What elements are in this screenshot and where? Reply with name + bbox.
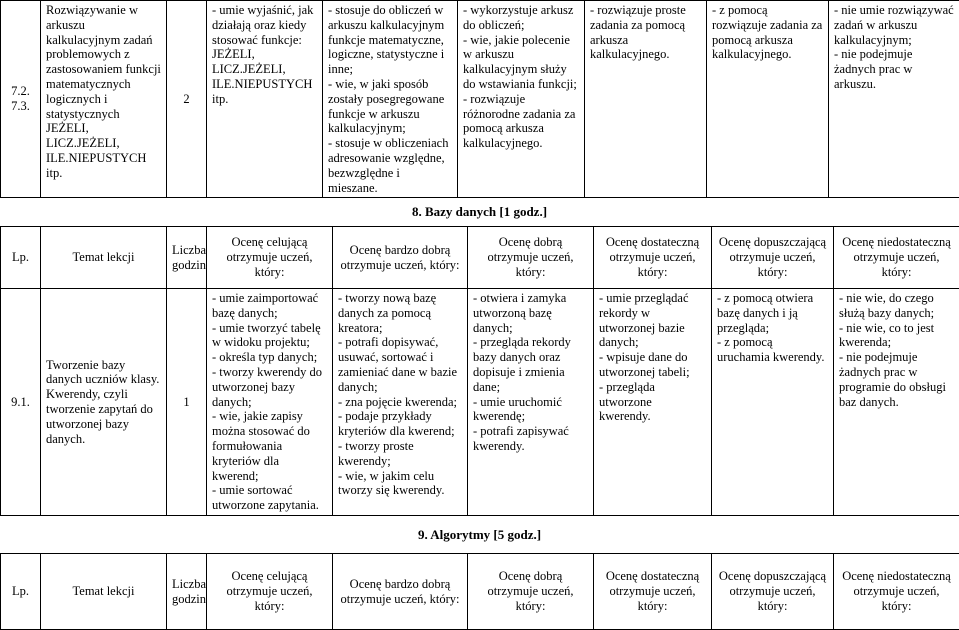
dostateczna-cell: - rozwiązuje proste zadania za pomocą arkusza kalkulacyjnego. <box>585 1 707 198</box>
header-hours: Liczba godzin <box>167 554 207 630</box>
dopuszczajaca-cell: - z pomocą otwiera bazę danych i ją przegląda; - z pomocą uruchamia kwerendy. <box>712 289 834 516</box>
header-celujaca: Ocenę celującą otrzymuje uczeń, który: <box>207 554 333 630</box>
header-topic: Temat lekcji <box>41 227 167 289</box>
celujaca-cell: - umie wyjaśnić, jak działają oraz kiedy stosować funkcje: JEŻELI, LICZ.JEŻELI, ILE.NIEPUSTYCH itp. <box>207 1 323 198</box>
header-hours: Liczba godzin <box>167 227 207 289</box>
dobra-cell: - otwiera i zamyka utworzoną bazę danych; - przegląda rekordy bazy danych oraz dopisuje i zmienia dane; - umie uruchomić kwerendę; - potrafi zapisywać kwerendy. <box>468 289 594 516</box>
niedostateczna-cell: - nie wie, do czego służą bazy danych; - nie wie, co to jest kwerenda; - nie podejmuje żadnych prac w programie do obsługi baz danych. <box>834 289 959 516</box>
lp-cell: 7.2. 7.3. <box>1 1 41 198</box>
header-dopuszczajaca: Ocenę dopuszczającą otrzymuje uczeń, który: <box>712 554 834 630</box>
header-bardzo-dobra: Ocenę bardzo dobrą otrzymuje uczeń, który: <box>333 227 468 289</box>
bazy-danych-table <box>0 226 959 516</box>
header-celujaca: Ocenę celującą otrzymuje uczeń, który: <box>207 227 333 289</box>
header-niedostateczna: Ocenę niedostateczną otrzymuje uczeń, który: <box>834 227 959 289</box>
header-dobra: Ocenę dobrą otrzymuje uczeń, który: <box>468 227 594 289</box>
header-topic: Temat lekcji <box>41 554 167 630</box>
header-row <box>1 227 959 289</box>
topic-cell: Rozwiązywanie w arkuszu kalkulacyjnym zadań problemowych z zastosowaniem funkcji matematycznych logicznych i statystycznych JEŻELI, LICZ.JEŻELI, ILE.NIEPUSTYCH itp. <box>41 1 167 198</box>
header-lp: Lp. <box>1 227 41 289</box>
bardzo-dobra-cell: - tworzy nową bazę danych za pomocą kreatora; - potrafi dopisywać, usuwać, sortować i zamieniać dane w bazie danych; - zna pojęcie kwerenda; - podaje przykłady kryteriów dla kwerend; - tworzy proste kwerendy; - wie, w jakim celu tworzy się kwerendy. <box>333 289 468 516</box>
dobra-cell: - wykorzystuje arkusz do obliczeń; - wie, jakie polecenie w arkuszu kalkulacyjnym służy do wstawiania funkcji; - rozwiązuje różnorodne zadania za pomocą arkusza kalkulacyjnego. <box>458 1 585 198</box>
top-table <box>0 0 959 198</box>
hours-cell: 1 <box>167 289 207 516</box>
niedostateczna-cell: - nie umie rozwiązywać zadań w arkuszu kalkulacyjnym; - nie podejmuje żadnych prac w arkuszu. <box>829 1 959 198</box>
header-row <box>1 554 959 630</box>
header-bardzo-dobra: Ocenę bardzo dobrą otrzymuje uczeń, który: <box>333 554 468 630</box>
table-row <box>1 289 959 516</box>
header-lp: Lp. <box>1 554 41 630</box>
section-title: 8. Bazy danych [1 godz.] <box>411 204 548 219</box>
header-dostateczna: Ocenę dostateczną otrzymuje uczeń, który: <box>594 554 712 630</box>
lp-cell: 9.1. <box>1 289 41 516</box>
algorytmy-table <box>0 553 959 630</box>
dopuszczajaca-cell: - z pomocą rozwiązuje zadania za pomocą arkusza kalkulacyjnego. <box>707 1 829 198</box>
header-dopuszczajaca: Ocenę dopuszczającą otrzymuje uczeń, który: <box>712 227 834 289</box>
hours-cell: 2 <box>167 1 207 198</box>
header-dostateczna: Ocenę dostateczną otrzymuje uczeń, który: <box>594 227 712 289</box>
celujaca-cell: - umie zaimportować bazę danych; - umie tworzyć tabelę w widoku projektu; - określa typ danych; - tworzy kwerendy do utworzonej bazy danych; - wie, jakie zapisy można stosować do formułowania kryteriów dla kwerend; - umie sortować utworzone zapytania. <box>207 289 333 516</box>
dostateczna-cell: - umie przeglądać rekordy w utworzonej bazie danych; - wpisuje dane do utworzonej tabeli; - przegląda utworzone kwerendy. <box>594 289 712 516</box>
section-title: 9. Algorytmy [5 godz.] <box>417 527 542 542</box>
table-row <box>1 1 959 198</box>
bardzo-dobra-cell: - stosuje do obliczeń w arkuszu kalkulacyjnym funkcje matematyczne, logiczne, statystyczne i inne; - wie, w jaki sposób zostały posegregowane funkcje w arkuszu kalkulacyjnym; - stosuje w obliczeniach adresowanie względne, bezwzględne i mieszane. <box>323 1 458 198</box>
header-niedostateczna: Ocenę niedostateczną otrzymuje uczeń, który: <box>834 554 959 630</box>
topic-cell: Tworzenie bazy danych uczniów klasy. Kwerendy, czyli tworzenie zapytań do utworzonej bazy danych. <box>41 289 167 516</box>
header-dobra: Ocenę dobrą otrzymuje uczeń, który: <box>468 554 594 630</box>
